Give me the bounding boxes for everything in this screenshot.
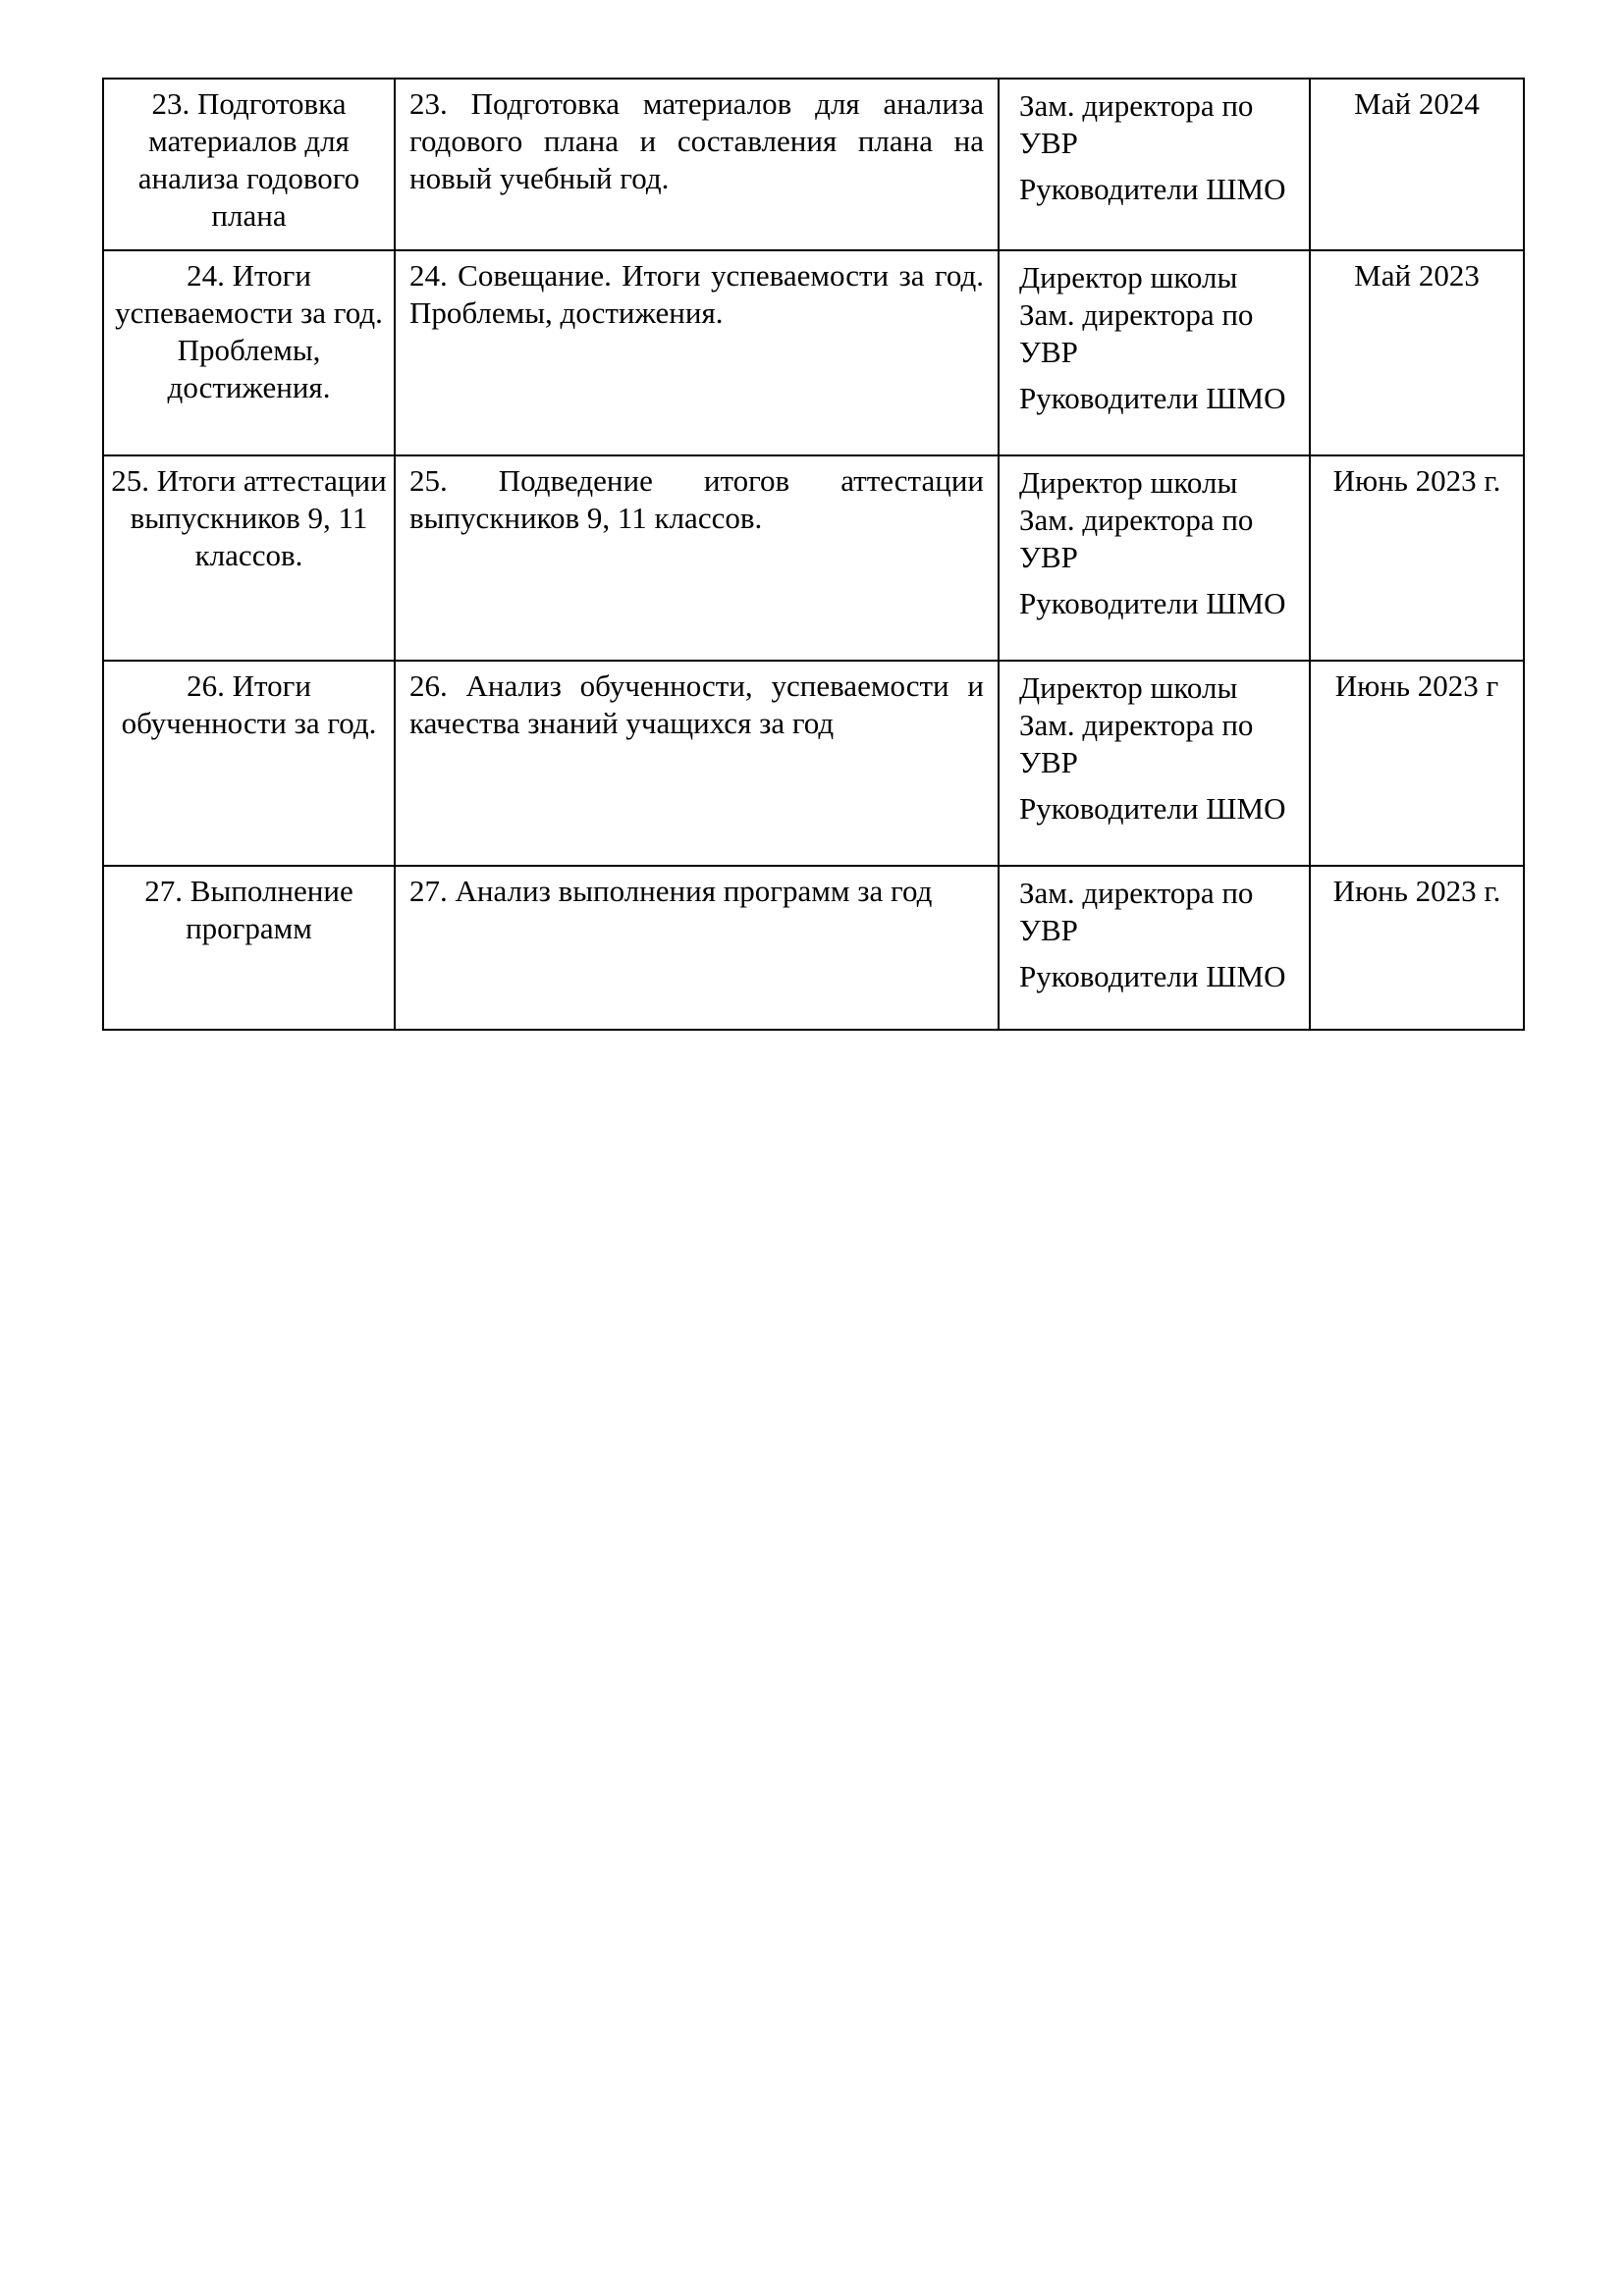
description-text: 25. Подведение итогов аттестации выпускников 9, 11 классов. [409,463,984,535]
responsible-cell [999,455,1310,661]
description-cell [395,455,999,661]
date-text: Июнь 2023 г. [1332,874,1501,908]
responsible-cell [999,661,1310,866]
table-row [103,866,1524,1030]
date-cell [1310,250,1524,455]
topic-text: 26. Итоги обученности за год. [121,668,377,740]
table-row [103,455,1524,661]
responsible-line: Зам. директора по УВР [1019,708,1254,779]
table-row [103,250,1524,455]
responsible-line: Директор школы [1019,465,1238,500]
responsible-line: Руководители ШМО [1019,172,1286,206]
description-text: 26. Анализ обученности, успеваемости и качества знаний учащихся за год [409,668,984,740]
description-cell [395,866,999,1030]
responsible-line: Зам. директора по УВР [1019,503,1254,574]
date-text: Июнь 2023 г [1334,668,1499,703]
date-cell [1310,661,1524,866]
responsible-cell [999,866,1310,1030]
topic-text: 23. Подготовка материалов для анализа годового плана [137,86,360,233]
topic-cell [103,455,395,661]
plan-table [102,78,1525,1031]
responsible-line: Руководители ШМО [1019,381,1286,415]
topic-text: 25. Итоги аттестации выпускников 9, 11 классов. [111,463,387,572]
description-text: 27. Анализ выполнения программ за год [409,874,933,908]
topic-text: 27. Выполнение программ [144,874,353,945]
responsible-line: Руководители ШМО [1019,791,1286,826]
description-text: 23. Подготовка материалов для анализа годового плана и составления плана на новый учебный год. [409,86,984,195]
topic-text: 24. Итоги успеваемости за год. Проблемы, достижения. [115,258,383,404]
responsible-line: Директор школы [1019,670,1238,705]
topic-cell [103,866,395,1030]
description-cell [395,250,999,455]
topic-cell [103,661,395,866]
date-text: Июнь 2023 г. [1332,463,1501,498]
description-cell [395,661,999,866]
table-row [103,661,1524,866]
description-text: 24. Совещание. Итоги успеваемости за год. Проблемы, достижения. [409,258,984,330]
responsible-line: Зам. директора по УВР [1019,297,1254,369]
responsible-line: Руководители ШМО [1019,959,1286,993]
responsible-cell [999,250,1310,455]
topic-cell [103,79,395,250]
date-cell [1310,79,1524,250]
date-text: Май 2023 [1354,258,1480,293]
responsible-line: Зам. директора по УВР [1019,876,1254,947]
date-cell [1310,455,1524,661]
responsible-line: Руководители ШМО [1019,586,1286,620]
description-cell [395,79,999,250]
responsible-cell [999,79,1310,250]
responsible-line: Зам. директора по УВР [1019,88,1254,160]
topic-cell [103,250,395,455]
table-row [103,79,1524,250]
date-cell [1310,866,1524,1030]
date-text: Май 2024 [1354,86,1480,121]
responsible-line: Директор школы [1019,260,1238,294]
